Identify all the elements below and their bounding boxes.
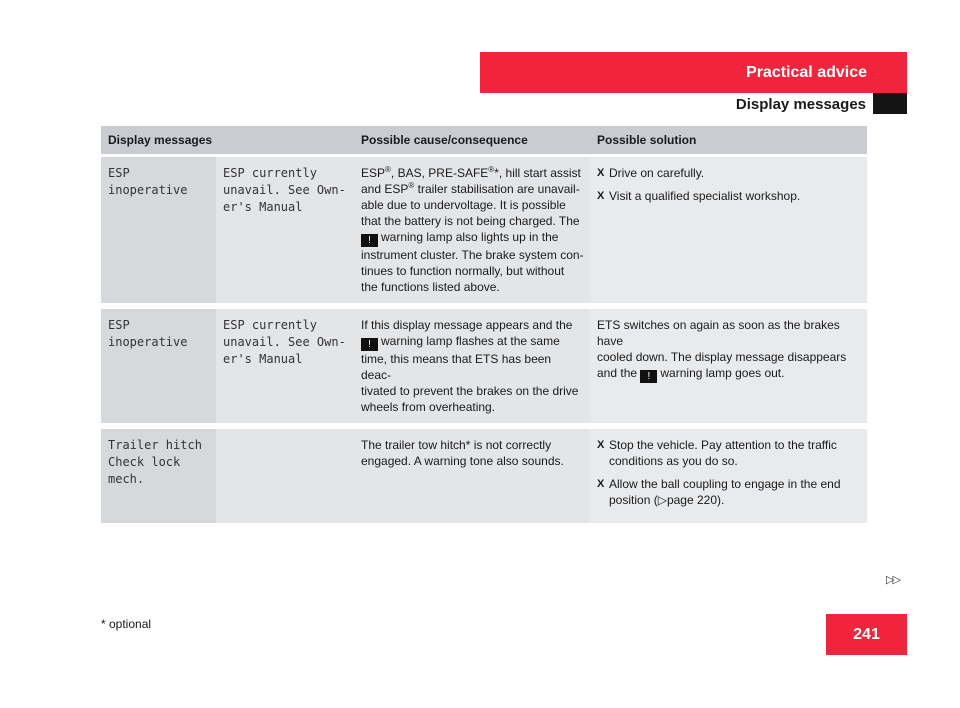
- column-header: Possible solution: [590, 126, 867, 156]
- message-text: ESP currently unavail. See Own- er's Manual: [216, 156, 354, 304]
- section-title: Practical advice: [746, 63, 867, 81]
- solution-item: X Stop the vehicle. Pay attention to the traffic conditions as you do so.: [597, 438, 837, 468]
- warning-lamp-icon: !: [640, 370, 657, 383]
- cause-cell: If this display message appears and the ! warning lamp flashes at the same time, this means that ETS has been deac- tivated to prevent the brakes on the drive wheels from overheating.: [354, 309, 590, 423]
- bullet-icon: X: [597, 167, 605, 179]
- message-code: ESP inoperative: [101, 309, 216, 423]
- message-code: Trailer hitch Check lock mech.: [101, 429, 216, 523]
- solution-item: X Drive on carefully.: [597, 166, 705, 180]
- column-header: Possible cause/consequence: [354, 126, 590, 156]
- continue-icon: ▷▷: [886, 574, 899, 586]
- message-text: ESP currently unavail. See Own- er's Manual: [216, 309, 354, 423]
- footnote: * optional: [101, 617, 152, 631]
- bullet-icon: X: [597, 439, 605, 451]
- table-header-row: [101, 126, 867, 156]
- cause-cell: The trailer tow hitch* is not correctly engaged. A warning tone also sounds.: [354, 429, 590, 523]
- solution-item: X Allow the ball coupling to engage in the end position (▷page 220).: [597, 477, 841, 507]
- table-row: [101, 429, 867, 523]
- bullet-icon: X: [597, 190, 605, 202]
- cause-cell: ESP®, BAS, PRE-SAFE®*, hill start assist and ESP® trailer stabilisation are unavail- able due to undervoltage. It is possible that the battery is not being charged. The ! warning lamp also lights up in the instrument cluster. The brake system con- tinues to function normally, but without the functions listed above.: [354, 156, 590, 304]
- solution-cell: ETS switches on again as soon as the brakes have cooled down. The display message disappears and the ! warning lamp goes out.: [590, 309, 867, 423]
- solution-cell: [590, 156, 867, 304]
- warning-lamp-icon: !: [361, 338, 378, 351]
- subsection-title: Display messages: [735, 96, 866, 113]
- solution-item: X Visit a qualified specialist workshop.: [597, 189, 801, 203]
- message-text: [216, 429, 354, 523]
- column-header: Display messages: [101, 126, 354, 156]
- table-row: [101, 309, 867, 423]
- page-ref-icon: ▷: [657, 493, 667, 507]
- section-marker: [873, 93, 907, 114]
- bullet-icon: X: [597, 478, 605, 490]
- display-messages-table: [101, 126, 867, 523]
- table-row: [101, 156, 867, 304]
- solution-cell: [590, 429, 867, 523]
- message-code: ESP inoperative: [101, 156, 216, 304]
- section-tab: [480, 52, 907, 93]
- warning-lamp-icon: !: [361, 234, 378, 247]
- page-number: 241: [826, 614, 907, 655]
